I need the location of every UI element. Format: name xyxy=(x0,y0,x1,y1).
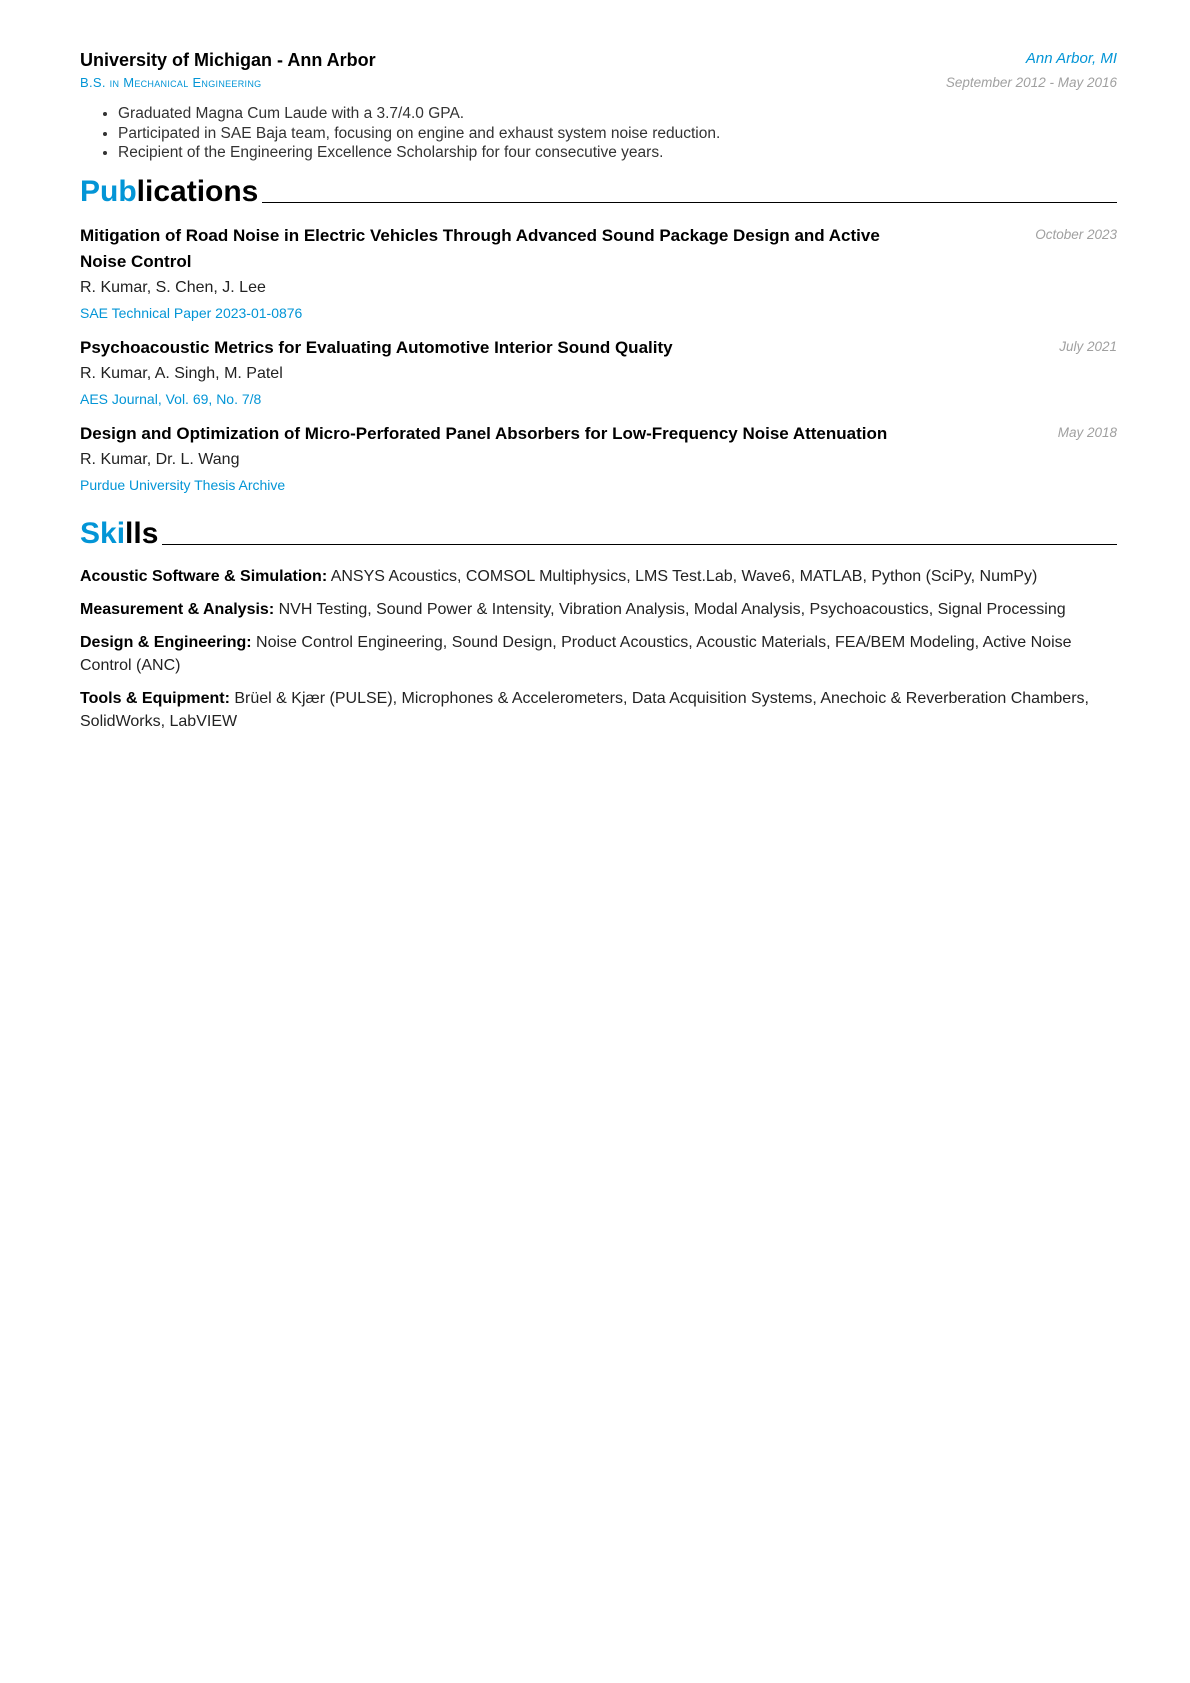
skill-label: Design & Engineering: xyxy=(80,633,252,651)
publication-venue: SAE Technical Paper 2023-01-0876 xyxy=(80,304,303,321)
publication-authors: R. Kumar, A. Singh, M. Patel xyxy=(80,364,283,382)
skill-row xyxy=(80,598,1117,621)
skill-row xyxy=(80,687,1117,733)
skill-label: Acoustic Software & Simulation: xyxy=(80,567,328,585)
skill-value: Noise Control Engineering, Sound Design, Product Acoustics, Acoustic Materials, FEA/BEM Modeling, Active Noise Control (ANC) xyxy=(80,633,1072,674)
education-entry xyxy=(80,50,1117,163)
skill-value: Brüel & Kjær (PULSE), Microphones & Accelerometers, Data Acquisition Systems, Anechoic & Reverberation Chambers, SolidWorks, LabVIEW xyxy=(80,689,1089,730)
publication-authors: R. Kumar, Dr. L. Wang xyxy=(80,450,240,468)
publication-venue: AES Journal, Vol. 69, No. 7/8 xyxy=(80,390,262,407)
skill-value: NVH Testing, Sound Power & Intensity, Vibration Analysis, Modal Analysis, Psychoacoustics, Signal Processing xyxy=(278,600,1066,618)
publication-entry xyxy=(80,223,1117,321)
skill-row xyxy=(80,565,1117,588)
publications-heading xyxy=(80,175,1117,209)
degree: B.S. in Mechanical Engineering xyxy=(80,75,262,90)
education-dates: September 2012 - May 2016 xyxy=(945,75,1117,90)
heading-rest: lls xyxy=(125,516,159,550)
skill-value: ANSYS Acoustics, COMSOL Multiphysics, LMS Test.Lab, Wave6, MATLAB, Python (SciPy, NumPy) xyxy=(330,567,1038,585)
bullet-item: • Graduated Magna Cum Laude with a 3.7/4.0 GPA. xyxy=(118,104,1117,124)
skill-label: Tools & Equipment: xyxy=(80,689,230,707)
heading-accent: Pub xyxy=(80,174,137,208)
publication-title: Psychoacoustic Metrics for Evaluating Automotive Interior Sound Quality xyxy=(80,337,673,357)
heading-rest: lications xyxy=(136,174,259,208)
education-bullets xyxy=(80,104,1117,163)
skill-label: Measurement & Analysis: xyxy=(80,600,275,618)
publication-date: July 2021 xyxy=(1059,338,1117,354)
publication-title: Mitigation of Road Noise in Electric Vehicles Through Advanced Sound Package Design and Active Noise Control xyxy=(80,225,880,271)
bullet-item: • Participated in SAE Baja team, focusing on engine and exhaust system noise reduction. xyxy=(118,124,1117,144)
publication-date: May 2018 xyxy=(1057,424,1117,440)
publication-venue: Purdue University Thesis Archive xyxy=(80,476,286,493)
skills-heading xyxy=(80,517,1117,551)
publication-title: Design and Optimization of Micro-Perforated Panel Absorbers for Low-Frequency Noise Attenuation xyxy=(80,423,888,443)
publication-authors: R. Kumar, S. Chen, J. Lee xyxy=(80,278,266,296)
publication-entry xyxy=(80,335,1117,407)
institution-location: Ann Arbor, MI xyxy=(1025,50,1117,67)
section-divider xyxy=(162,544,1117,545)
publication-entry xyxy=(80,421,1117,493)
publication-date: October 2023 xyxy=(1035,226,1117,242)
skill-row xyxy=(80,631,1117,677)
bullet-item: • Recipient of the Engineering Excellence Scholarship for four consecutive years. xyxy=(118,143,1117,163)
heading-accent: Ski xyxy=(80,516,126,550)
section-divider xyxy=(262,202,1117,203)
institution-name: University of Michigan - Ann Arbor xyxy=(80,50,376,70)
resume-page xyxy=(80,50,1117,733)
